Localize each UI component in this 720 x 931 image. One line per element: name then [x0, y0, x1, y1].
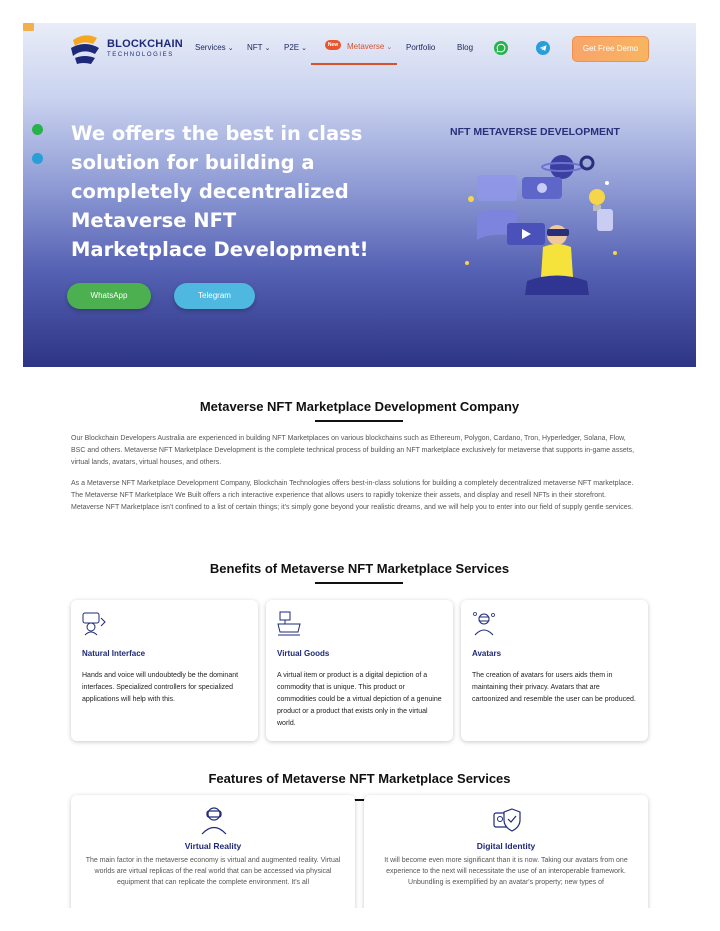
telegram-button[interactable]: Telegram: [174, 283, 255, 309]
benefit-card-title: Avatars: [472, 649, 502, 658]
nav-item-label: Portfolio: [406, 43, 436, 52]
nav-item-metaverse[interactable]: [347, 42, 392, 51]
whatsapp-button[interactable]: WhatsApp: [67, 283, 151, 309]
vr-interface-icon: [81, 610, 107, 636]
chevron-down-icon: ⌄: [301, 45, 307, 52]
get-free-demo-button[interactable]: Get Free Demo: [572, 36, 649, 62]
benefit-card-text: Hands and voice will undoubtedly be the dominant interfaces. Specialized controllers for specialized applications will help with this.: [82, 672, 239, 703]
benefit-card: [461, 600, 648, 741]
nav-item-label: Blog: [457, 43, 474, 52]
brand-tagline: TECHNOLOGIES: [107, 52, 174, 58]
new-badge: New: [325, 40, 341, 50]
illustration-label: NFT METAVERSE DEVELOPMENT: [450, 126, 620, 138]
digital-identity-icon: [492, 805, 522, 835]
benefit-card-title: Natural Interface: [82, 649, 146, 658]
feature-card-title: Digital Identity: [476, 841, 536, 851]
section-divider: [315, 420, 403, 422]
avatar-icon: [471, 610, 497, 636]
nav-item-label: Metaverse: [347, 42, 385, 51]
company-section-title: Metaverse NFT Marketplace Development Company: [199, 399, 520, 414]
nav-item-portfolio[interactable]: [406, 43, 435, 52]
benefit-card-text: The creation of avatars for users aids them in maintaining their privacy. Avatars that are cartoonized and resemble the user can be produced.: [472, 672, 636, 703]
section-divider: [315, 582, 403, 584]
nav-item-nft[interactable]: [247, 43, 270, 52]
feature-card-text: It will become even more significant than it is now. Taking our avatars from one experience to the next will necessitate the use of an interoperable framework. Unbundling is exemplified by an avatar's property; new types of: [384, 857, 628, 886]
benefit-card: [266, 600, 453, 741]
hero-title: We offers the best in class solution for building a completely decentralized Metaverse NFT Marketplace Development!: [71, 122, 369, 261]
company-paragraph: As a Metaverse NFT Marketplace Development Company, Blockchain Technologies offers best-in-class solutions for building a completely decentralized metaverse NFT marketplace. The Metaverse NFT Marketplace We Built offers a rich interactive experience that allows users to rapidly tokenize their assets, and display and resell NFTs in their storefront. Metaverse NFT Marketplace isn't confined to a list of certain things; it's simply gone beyond your realistic dreams, and we will help you to enter into our field of supply gentle services.: [71, 480, 634, 511]
nav-item-p2e[interactable]: [284, 43, 307, 52]
logo-mark-icon: [69, 32, 101, 66]
nav-item-blog[interactable]: [457, 43, 473, 52]
top-nav: [23, 23, 696, 75]
telegram-icon[interactable]: [536, 41, 550, 55]
vr-headset-icon: [199, 805, 229, 835]
benefit-card-title: Virtual Goods: [277, 649, 330, 658]
benefits-section-title: Benefits of Metaverse NFT Marketplace Services: [209, 561, 510, 576]
benefit-card-text: A virtual item or product is a digital depiction of a commodity that is unique. This product or commodities could be a virtual depiction of a genuine product or a product that exists only in the virtual world.: [277, 672, 442, 727]
benefit-card: [71, 600, 258, 741]
side-whatsapp-icon[interactable]: [32, 124, 43, 135]
chevron-down-icon: ⌄: [386, 44, 393, 51]
company-paragraph: Our Blockchain Developers Australia are experienced in building NFT Marketplaces on various blockchains such as Ethereum, Polygon, Cardano, Tron, Hyperledger, Solana, Flow, BSC and others. Metaverse NFT Marketplace Development is the complete technical process of building an NFT marketplace exclusively for metaverse that supports in-game assets, virtual lands, avatars, virtual houses, and others.: [71, 435, 635, 466]
side-telegram-icon[interactable]: [32, 153, 43, 164]
active-nav-indicator: [311, 63, 397, 65]
brand-logo[interactable]: [69, 32, 187, 66]
feature-card-text: The main factor in the metaverse economy is virtual and augmented reality. Virtual worlds are virtual replicas of the real world that can be accessed via physical equipment that can replicate the complete environment. It's all: [85, 857, 341, 886]
nav-item-label: NFT: [247, 43, 263, 52]
chevron-down-icon: ⌄: [264, 45, 271, 52]
hero-section: [23, 23, 696, 367]
whatsapp-icon[interactable]: [494, 41, 508, 55]
page-bottom-edge: [0, 908, 720, 931]
brand-name: BLOCKCHAIN: [107, 38, 183, 50]
nav-item-label: Services: [195, 43, 226, 52]
feature-card-title: Virtual Reality: [184, 841, 242, 851]
virtual-goods-icon: [276, 610, 302, 636]
chevron-down-icon: ⌄: [227, 45, 234, 52]
nav-item-label: P2E: [284, 43, 300, 52]
metaverse-illustration-icon: [447, 145, 632, 305]
features-section-title: Features of Metaverse NFT Marketplace Services: [208, 771, 511, 786]
page: [23, 23, 696, 786]
nav-item-services[interactable]: [195, 43, 234, 52]
